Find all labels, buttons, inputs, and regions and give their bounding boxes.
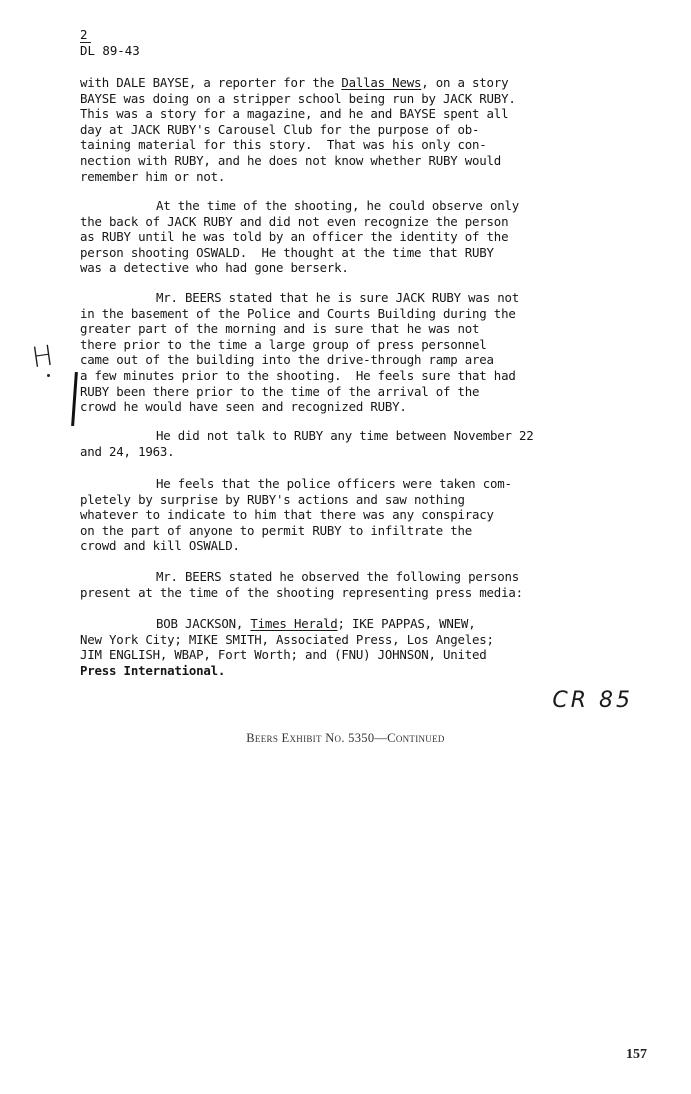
text-line: on the part of anyone to permit RUBY to infiltrate the (80, 522, 473, 538)
text-line: crowd and kill OSWALD. (80, 538, 240, 554)
text-line: day at JACK RUBY's Carousel Club for the purpose of ob- (80, 121, 480, 137)
text-line: person shooting OSWALD. He thought at the time that RUBY (80, 244, 494, 260)
handwritten-margin-mark: H (29, 338, 56, 375)
text-line: greater part of the morning and is sure that he was not (80, 321, 480, 337)
paragraph-5 (80, 476, 580, 554)
newspaper-name: Times Herald (250, 616, 338, 631)
text-line: New York City; MIKE SMITH, Associated Press, Los Angeles; (80, 631, 494, 647)
paragraph-2 (80, 198, 580, 276)
text-line: remember him or not. (80, 168, 226, 184)
paragraph-6 (80, 569, 580, 600)
text-line-part: , on a story (421, 75, 509, 90)
text-line: He feels that the police officers were taken com- (156, 476, 512, 491)
paragraph-1 (80, 75, 580, 184)
text-line (80, 616, 580, 632)
paragraph-3 (80, 290, 580, 415)
text-line: pletely by surprise by RUBY's actions and saw nothing (80, 491, 465, 507)
text-line-part: BOB JACKSON, (156, 616, 251, 631)
text-line: came out of the building into the drive-through ramp area (80, 352, 494, 368)
text-line: as RUBY until he was told by an officer the identity of the (80, 229, 509, 245)
text-line (80, 75, 580, 91)
press-media-list (80, 616, 580, 678)
text-line: the back of JACK RUBY and did not even recognize the person (80, 213, 509, 229)
margin-bracket-line (71, 372, 78, 426)
page-footer-number: 157 (626, 1047, 647, 1062)
text-line: Mr. BEERS stated that he is sure JACK RUBY was not (156, 290, 519, 305)
text-line: crowd he would have seen and recognized RUBY. (80, 399, 407, 415)
text-line: whatever to indicate to him that there was any conspiracy (80, 507, 494, 523)
text-line: BAYSE was doing on a stripper school being run by JACK RUBY. (80, 90, 516, 106)
margin-dot (47, 374, 50, 377)
text-line: At the time of the shooting, he could observe only (156, 198, 519, 213)
handwritten-initials: CR 85 (552, 688, 633, 713)
exhibit-caption-text: Beers Exhibit No. 5350—Continued (246, 731, 445, 745)
file-number: DL 89-43 (80, 43, 140, 58)
text-line: JIM ENGLISH, WBAP, Fort Worth; and (FNU) JOHNSON, United (80, 647, 487, 663)
text-line: in the basement of the Police and Courts Building during the (80, 305, 516, 321)
page-number-top (80, 28, 91, 43)
text-line: was a detective who had gone berserk. (80, 260, 349, 276)
exhibit-caption (0, 731, 691, 746)
text-line: taining material for this story. That was his only con- (80, 137, 487, 153)
text-line: RUBY been there prior to the time of the arrival of the (80, 383, 480, 399)
text-line-part: ; IKE PAPPAS, WNEW, (337, 616, 476, 631)
text-line: nection with RUBY, and he does not know whether RUBY would (80, 152, 502, 168)
text-line: a few minutes prior to the shooting. He feels sure that had (80, 367, 516, 383)
text-line: and 24, 1963. (80, 443, 175, 459)
text-line: there prior to the time a large group of press personnel (80, 336, 487, 352)
text-line: present at the time of the shooting representing press media: (80, 584, 523, 600)
newspaper-name: Dallas News (341, 75, 422, 90)
text-line: This was a story for a magazine, and he and BAYSE spent all (80, 106, 509, 122)
page-number-value: 2 (80, 28, 91, 43)
text-line: Press International. (80, 662, 226, 678)
text-line: Mr. BEERS stated he observed the following persons (156, 569, 519, 584)
text-line: He did not talk to RUBY any time between November 22 (156, 428, 534, 443)
paragraph-4 (80, 428, 580, 459)
text-line-part: with DALE BAYSE, a reporter for the (80, 75, 342, 90)
